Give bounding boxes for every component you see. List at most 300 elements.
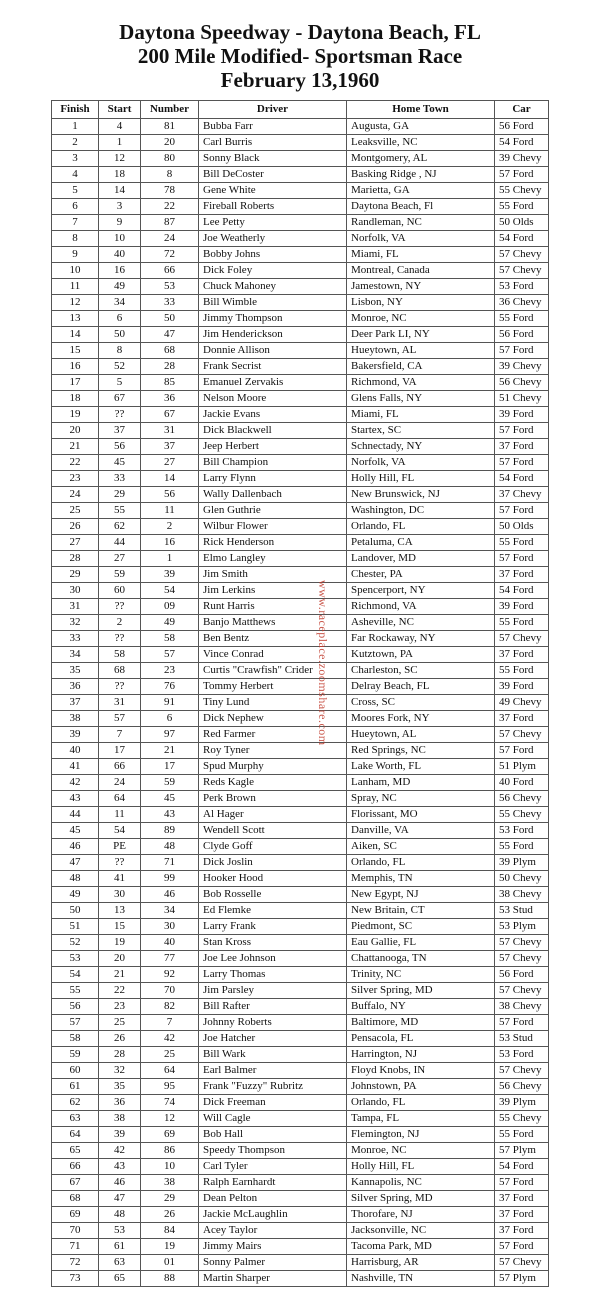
home-town-cell: Memphis, TN bbox=[347, 871, 495, 887]
col-header-home-town: Home Town bbox=[347, 101, 495, 119]
finish-cell: 9 bbox=[52, 247, 99, 263]
table-row bbox=[52, 279, 549, 295]
number-cell: 80 bbox=[141, 151, 199, 167]
start-cell: 27 bbox=[99, 551, 141, 567]
finish-cell: 34 bbox=[52, 647, 99, 663]
home-town-cell: Baltimore, MD bbox=[347, 1015, 495, 1031]
finish-cell: 37 bbox=[52, 695, 99, 711]
car-cell: 37 Ford bbox=[495, 647, 549, 663]
home-town-cell: Charleston, SC bbox=[347, 663, 495, 679]
car-cell: 55 Chevy bbox=[495, 807, 549, 823]
table-row bbox=[52, 119, 549, 135]
driver-cell: Bob Hall bbox=[199, 1127, 347, 1143]
finish-cell: 51 bbox=[52, 919, 99, 935]
finish-cell: 58 bbox=[52, 1031, 99, 1047]
finish-cell: 13 bbox=[52, 311, 99, 327]
finish-cell: 55 bbox=[52, 983, 99, 999]
start-cell: 65 bbox=[99, 1271, 141, 1287]
finish-cell: 60 bbox=[52, 1063, 99, 1079]
table-row bbox=[52, 663, 549, 679]
driver-cell: Earl Balmer bbox=[199, 1063, 347, 1079]
start-cell: 15 bbox=[99, 919, 141, 935]
car-cell: 37 Ford bbox=[495, 1223, 549, 1239]
table-row bbox=[52, 1111, 549, 1127]
car-cell: 57 Ford bbox=[495, 455, 549, 471]
driver-cell: Runt Harris bbox=[199, 599, 347, 615]
driver-cell: Speedy Thompson bbox=[199, 1143, 347, 1159]
table-row bbox=[52, 519, 549, 535]
driver-cell: Jeep Herbert bbox=[199, 439, 347, 455]
table-row bbox=[52, 679, 549, 695]
number-cell: 59 bbox=[141, 775, 199, 791]
start-cell: 43 bbox=[99, 1159, 141, 1175]
car-cell: 54 Ford bbox=[495, 583, 549, 599]
finish-cell: 45 bbox=[52, 823, 99, 839]
home-town-cell: Orlando, FL bbox=[347, 855, 495, 871]
finish-cell: 26 bbox=[52, 519, 99, 535]
home-town-cell: Floyd Knobs, IN bbox=[347, 1063, 495, 1079]
car-cell: 56 Ford bbox=[495, 119, 549, 135]
start-cell: 38 bbox=[99, 1111, 141, 1127]
car-cell: 39 Ford bbox=[495, 599, 549, 615]
finish-cell: 27 bbox=[52, 535, 99, 551]
car-cell: 57 Plym bbox=[495, 1271, 549, 1287]
finish-cell: 3 bbox=[52, 151, 99, 167]
start-cell: ?? bbox=[99, 855, 141, 871]
car-cell: 55 Ford bbox=[495, 615, 549, 631]
home-town-cell: Asheville, NC bbox=[347, 615, 495, 631]
finish-cell: 39 bbox=[52, 727, 99, 743]
finish-cell: 71 bbox=[52, 1239, 99, 1255]
table-row bbox=[52, 423, 549, 439]
table-row bbox=[52, 743, 549, 759]
car-cell: 37 Ford bbox=[495, 1191, 549, 1207]
col-header-start: Start bbox=[99, 101, 141, 119]
start-cell: 18 bbox=[99, 167, 141, 183]
home-town-cell: Norfolk, VA bbox=[347, 455, 495, 471]
driver-cell: Larry Thomas bbox=[199, 967, 347, 983]
car-cell: 56 Ford bbox=[495, 327, 549, 343]
home-town-cell: Aiken, SC bbox=[347, 839, 495, 855]
finish-cell: 47 bbox=[52, 855, 99, 871]
number-cell: 72 bbox=[141, 247, 199, 263]
driver-cell: Clyde Goff bbox=[199, 839, 347, 855]
driver-cell: Lee Petty bbox=[199, 215, 347, 231]
finish-cell: 19 bbox=[52, 407, 99, 423]
home-town-cell: Silver Spring, MD bbox=[347, 1191, 495, 1207]
table-row bbox=[52, 1015, 549, 1031]
start-cell: 25 bbox=[99, 1015, 141, 1031]
car-cell: 39 Ford bbox=[495, 679, 549, 695]
finish-cell: 36 bbox=[52, 679, 99, 695]
driver-cell: Curtis "Crawfish" Crider bbox=[199, 663, 347, 679]
table-row bbox=[52, 567, 549, 583]
driver-cell: Jim Smith bbox=[199, 567, 347, 583]
table-row bbox=[52, 775, 549, 791]
car-cell: 53 Ford bbox=[495, 823, 549, 839]
number-cell: 7 bbox=[141, 1015, 199, 1031]
start-cell: 62 bbox=[99, 519, 141, 535]
car-cell: 50 Chevy bbox=[495, 871, 549, 887]
home-town-cell: Cross, SC bbox=[347, 695, 495, 711]
driver-cell: Bobby Johns bbox=[199, 247, 347, 263]
driver-cell: Perk Brown bbox=[199, 791, 347, 807]
car-cell: 55 Ford bbox=[495, 663, 549, 679]
start-cell: 67 bbox=[99, 391, 141, 407]
number-cell: 48 bbox=[141, 839, 199, 855]
car-cell: 36 Chevy bbox=[495, 295, 549, 311]
car-cell: 57 Ford bbox=[495, 343, 549, 359]
start-cell: 61 bbox=[99, 1239, 141, 1255]
driver-cell: Roy Tyner bbox=[199, 743, 347, 759]
start-cell: 8 bbox=[99, 343, 141, 359]
start-cell: 33 bbox=[99, 471, 141, 487]
number-cell: 12 bbox=[141, 1111, 199, 1127]
start-cell: 17 bbox=[99, 743, 141, 759]
number-cell: 20 bbox=[141, 135, 199, 151]
driver-cell: Fireball Roberts bbox=[199, 199, 347, 215]
home-town-cell: Tacoma Park, MD bbox=[347, 1239, 495, 1255]
start-cell: 44 bbox=[99, 535, 141, 551]
home-town-cell: Montreal, Canada bbox=[347, 263, 495, 279]
home-town-cell: Nashville, TN bbox=[347, 1271, 495, 1287]
car-cell: 37 Ford bbox=[495, 567, 549, 583]
home-town-cell: Deer Park LI, NY bbox=[347, 327, 495, 343]
number-cell: 23 bbox=[141, 663, 199, 679]
car-cell: 51 Plym bbox=[495, 759, 549, 775]
driver-cell: Joe Lee Johnson bbox=[199, 951, 347, 967]
home-town-cell: Orlando, FL bbox=[347, 1095, 495, 1111]
car-cell: 53 Stud bbox=[495, 1031, 549, 1047]
car-cell: 38 Chevy bbox=[495, 999, 549, 1015]
driver-cell: Wilbur Flower bbox=[199, 519, 347, 535]
car-cell: 37 Ford bbox=[495, 439, 549, 455]
number-cell: 36 bbox=[141, 391, 199, 407]
start-cell: ?? bbox=[99, 631, 141, 647]
number-cell: 54 bbox=[141, 583, 199, 599]
number-cell: 27 bbox=[141, 455, 199, 471]
table-row bbox=[52, 791, 549, 807]
start-cell: ?? bbox=[99, 679, 141, 695]
start-cell: 60 bbox=[99, 583, 141, 599]
number-cell: 26 bbox=[141, 1207, 199, 1223]
start-cell: 53 bbox=[99, 1223, 141, 1239]
table-row bbox=[52, 327, 549, 343]
home-town-cell: Basking Ridge , NJ bbox=[347, 167, 495, 183]
car-cell: 38 Chevy bbox=[495, 887, 549, 903]
start-cell: 63 bbox=[99, 1255, 141, 1271]
home-town-cell: Randleman, NC bbox=[347, 215, 495, 231]
finish-cell: 7 bbox=[52, 215, 99, 231]
start-cell: 54 bbox=[99, 823, 141, 839]
finish-cell: 17 bbox=[52, 375, 99, 391]
home-town-cell: Miami, FL bbox=[347, 407, 495, 423]
car-cell: 57 Ford bbox=[495, 1239, 549, 1255]
finish-cell: 2 bbox=[52, 135, 99, 151]
driver-cell: Nelson Moore bbox=[199, 391, 347, 407]
car-cell: 57 Ford bbox=[495, 743, 549, 759]
driver-cell: Dick Blackwell bbox=[199, 423, 347, 439]
finish-cell: 28 bbox=[52, 551, 99, 567]
col-header-finish: Finish bbox=[52, 101, 99, 119]
number-cell: 97 bbox=[141, 727, 199, 743]
driver-cell: Bubba Farr bbox=[199, 119, 347, 135]
start-cell: 21 bbox=[99, 967, 141, 983]
start-cell: 37 bbox=[99, 423, 141, 439]
home-town-cell: Richmond, VA bbox=[347, 599, 495, 615]
finish-cell: 16 bbox=[52, 359, 99, 375]
finish-cell: 72 bbox=[52, 1255, 99, 1271]
finish-cell: 25 bbox=[52, 503, 99, 519]
finish-cell: 40 bbox=[52, 743, 99, 759]
start-cell: 11 bbox=[99, 807, 141, 823]
start-cell: 34 bbox=[99, 295, 141, 311]
number-cell: 37 bbox=[141, 439, 199, 455]
home-town-cell: Silver Spring, MD bbox=[347, 983, 495, 999]
table-row bbox=[52, 1271, 549, 1287]
home-town-cell: Florissant, MO bbox=[347, 807, 495, 823]
table-row bbox=[52, 439, 549, 455]
finish-cell: 24 bbox=[52, 487, 99, 503]
finish-cell: 30 bbox=[52, 583, 99, 599]
car-cell: 50 Olds bbox=[495, 519, 549, 535]
start-cell: 22 bbox=[99, 983, 141, 999]
table-row bbox=[52, 375, 549, 391]
table-row bbox=[52, 727, 549, 743]
number-cell: 1 bbox=[141, 551, 199, 567]
car-cell: 55 Chevy bbox=[495, 183, 549, 199]
finish-cell: 33 bbox=[52, 631, 99, 647]
number-cell: 30 bbox=[141, 919, 199, 935]
home-town-cell: Miami, FL bbox=[347, 247, 495, 263]
finish-cell: 43 bbox=[52, 791, 99, 807]
start-cell: 31 bbox=[99, 695, 141, 711]
table-row bbox=[52, 855, 549, 871]
driver-cell: Bill Champion bbox=[199, 455, 347, 471]
title-race: 200 Mile Modified- Sportsman Race bbox=[137, 44, 463, 68]
start-cell: 40 bbox=[99, 247, 141, 263]
start-cell: 29 bbox=[99, 487, 141, 503]
home-town-cell: Bakersfield, CA bbox=[347, 359, 495, 375]
home-town-cell: Chester, PA bbox=[347, 567, 495, 583]
title-venue: Daytona Speedway - Daytona Beach, FL bbox=[119, 20, 481, 44]
driver-cell: Carl Tyler bbox=[199, 1159, 347, 1175]
car-cell: 57 Chevy bbox=[495, 727, 549, 743]
start-cell: 5 bbox=[99, 375, 141, 391]
home-town-cell: Marietta, GA bbox=[347, 183, 495, 199]
start-cell: 1 bbox=[99, 135, 141, 151]
driver-cell: Bill DeCoster bbox=[199, 167, 347, 183]
home-town-cell: Kannapolis, NC bbox=[347, 1175, 495, 1191]
table-row bbox=[52, 951, 549, 967]
number-cell: 49 bbox=[141, 615, 199, 631]
number-cell: 86 bbox=[141, 1143, 199, 1159]
car-cell: 57 Ford bbox=[495, 503, 549, 519]
table-row bbox=[52, 1159, 549, 1175]
table-row bbox=[52, 1047, 549, 1063]
number-cell: 77 bbox=[141, 951, 199, 967]
finish-cell: 64 bbox=[52, 1127, 99, 1143]
driver-cell: Gene White bbox=[199, 183, 347, 199]
driver-cell: Bill Rafter bbox=[199, 999, 347, 1015]
driver-cell: Ben Bentz bbox=[199, 631, 347, 647]
car-cell: 57 Chevy bbox=[495, 1255, 549, 1271]
driver-cell: Red Farmer bbox=[199, 727, 347, 743]
driver-cell: Jimmy Mairs bbox=[199, 1239, 347, 1255]
home-town-cell: Richmond, VA bbox=[347, 375, 495, 391]
table-row bbox=[52, 247, 549, 263]
driver-cell: Jackie Evans bbox=[199, 407, 347, 423]
start-cell: 32 bbox=[99, 1063, 141, 1079]
finish-cell: 65 bbox=[52, 1143, 99, 1159]
table-row bbox=[52, 903, 549, 919]
start-cell: 59 bbox=[99, 567, 141, 583]
table-row bbox=[52, 1255, 549, 1271]
driver-cell: Donnie Allison bbox=[199, 343, 347, 359]
car-cell: 50 Olds bbox=[495, 215, 549, 231]
car-cell: 57 Chevy bbox=[495, 951, 549, 967]
home-town-cell: Monroe, NC bbox=[347, 1143, 495, 1159]
car-cell: 57 Ford bbox=[495, 1175, 549, 1191]
number-cell: 39 bbox=[141, 567, 199, 583]
finish-cell: 66 bbox=[52, 1159, 99, 1175]
car-cell: 54 Ford bbox=[495, 1159, 549, 1175]
finish-cell: 68 bbox=[52, 1191, 99, 1207]
finish-cell: 21 bbox=[52, 439, 99, 455]
finish-cell: 67 bbox=[52, 1175, 99, 1191]
start-cell: 28 bbox=[99, 1047, 141, 1063]
car-cell: 55 Ford bbox=[495, 199, 549, 215]
finish-cell: 69 bbox=[52, 1207, 99, 1223]
table-row bbox=[52, 1063, 549, 1079]
driver-cell: Jimmy Thompson bbox=[199, 311, 347, 327]
table-row bbox=[52, 135, 549, 151]
table-row bbox=[52, 1095, 549, 1111]
table-row bbox=[52, 167, 549, 183]
number-cell: 74 bbox=[141, 1095, 199, 1111]
finish-cell: 41 bbox=[52, 759, 99, 775]
car-cell: 39 Plym bbox=[495, 1095, 549, 1111]
results-table bbox=[51, 100, 549, 1287]
finish-cell: 46 bbox=[52, 839, 99, 855]
car-cell: 56 Chevy bbox=[495, 375, 549, 391]
home-town-cell: Hueytown, AL bbox=[347, 727, 495, 743]
title-date: February 13,1960 bbox=[220, 68, 380, 92]
driver-cell: Dick Nephew bbox=[199, 711, 347, 727]
driver-cell: Joe Hatcher bbox=[199, 1031, 347, 1047]
start-cell: 12 bbox=[99, 151, 141, 167]
finish-cell: 53 bbox=[52, 951, 99, 967]
table-row bbox=[52, 311, 549, 327]
finish-cell: 12 bbox=[52, 295, 99, 311]
finish-cell: 4 bbox=[52, 167, 99, 183]
driver-cell: Acey Taylor bbox=[199, 1223, 347, 1239]
home-town-cell: Red Springs, NC bbox=[347, 743, 495, 759]
driver-cell: Hooker Hood bbox=[199, 871, 347, 887]
start-cell: 45 bbox=[99, 455, 141, 471]
number-cell: 58 bbox=[141, 631, 199, 647]
finish-cell: 20 bbox=[52, 423, 99, 439]
number-cell: 82 bbox=[141, 999, 199, 1015]
number-cell: 10 bbox=[141, 1159, 199, 1175]
driver-cell: Rick Henderson bbox=[199, 535, 347, 551]
finish-cell: 32 bbox=[52, 615, 99, 631]
car-cell: 57 Chevy bbox=[495, 1063, 549, 1079]
driver-cell: Banjo Matthews bbox=[199, 615, 347, 631]
start-cell: 56 bbox=[99, 439, 141, 455]
table-row bbox=[52, 823, 549, 839]
home-town-cell: Lisbon, NY bbox=[347, 295, 495, 311]
start-cell: 58 bbox=[99, 647, 141, 663]
start-cell: 30 bbox=[99, 887, 141, 903]
driver-cell: Bill Wimble bbox=[199, 295, 347, 311]
finish-cell: 11 bbox=[52, 279, 99, 295]
number-cell: 45 bbox=[141, 791, 199, 807]
driver-cell: Jim Parsley bbox=[199, 983, 347, 999]
start-cell: 55 bbox=[99, 503, 141, 519]
start-cell: 64 bbox=[99, 791, 141, 807]
start-cell: 46 bbox=[99, 1175, 141, 1191]
driver-cell: Reds Kagle bbox=[199, 775, 347, 791]
driver-cell: Dick Foley bbox=[199, 263, 347, 279]
car-cell: 57 Chevy bbox=[495, 263, 549, 279]
driver-cell: Frank "Fuzzy" Rubritz bbox=[199, 1079, 347, 1095]
start-cell: 36 bbox=[99, 1095, 141, 1111]
number-cell: 56 bbox=[141, 487, 199, 503]
home-town-cell: Holly Hill, FL bbox=[347, 471, 495, 487]
number-cell: 84 bbox=[141, 1223, 199, 1239]
table-row bbox=[52, 1175, 549, 1191]
watermark-text: www.raceplace.zoomshare.com bbox=[316, 580, 330, 746]
number-cell: 81 bbox=[141, 119, 199, 135]
results-body bbox=[52, 119, 549, 1287]
car-cell: 56 Chevy bbox=[495, 791, 549, 807]
car-cell: 57 Ford bbox=[495, 1015, 549, 1031]
table-row bbox=[52, 1223, 549, 1239]
table-row bbox=[52, 343, 549, 359]
car-cell: 39 Ford bbox=[495, 407, 549, 423]
number-cell: 21 bbox=[141, 743, 199, 759]
col-header-driver: Driver bbox=[199, 101, 347, 119]
driver-cell: Ralph Earnhardt bbox=[199, 1175, 347, 1191]
car-cell: 57 Chevy bbox=[495, 983, 549, 999]
table-row bbox=[52, 199, 549, 215]
driver-cell: Vince Conrad bbox=[199, 647, 347, 663]
table-row bbox=[52, 695, 549, 711]
start-cell: ?? bbox=[99, 407, 141, 423]
table-row bbox=[52, 471, 549, 487]
table-row bbox=[52, 263, 549, 279]
car-cell: 40 Ford bbox=[495, 775, 549, 791]
driver-cell: Jim Lerkins bbox=[199, 583, 347, 599]
driver-cell: Dick Freeman bbox=[199, 1095, 347, 1111]
table-row bbox=[52, 871, 549, 887]
table-row bbox=[52, 295, 549, 311]
table-row bbox=[52, 711, 549, 727]
start-cell: 14 bbox=[99, 183, 141, 199]
table-row bbox=[52, 1191, 549, 1207]
number-cell: 29 bbox=[141, 1191, 199, 1207]
home-town-cell: Harrisburg, AR bbox=[347, 1255, 495, 1271]
home-town-cell: Chattanooga, TN bbox=[347, 951, 495, 967]
car-cell: 57 Ford bbox=[495, 423, 549, 439]
table-row bbox=[52, 487, 549, 503]
finish-cell: 15 bbox=[52, 343, 99, 359]
driver-cell: Larry Flynn bbox=[199, 471, 347, 487]
number-cell: 31 bbox=[141, 423, 199, 439]
car-cell: 55 Ford bbox=[495, 311, 549, 327]
home-town-cell: Norfolk, VA bbox=[347, 231, 495, 247]
